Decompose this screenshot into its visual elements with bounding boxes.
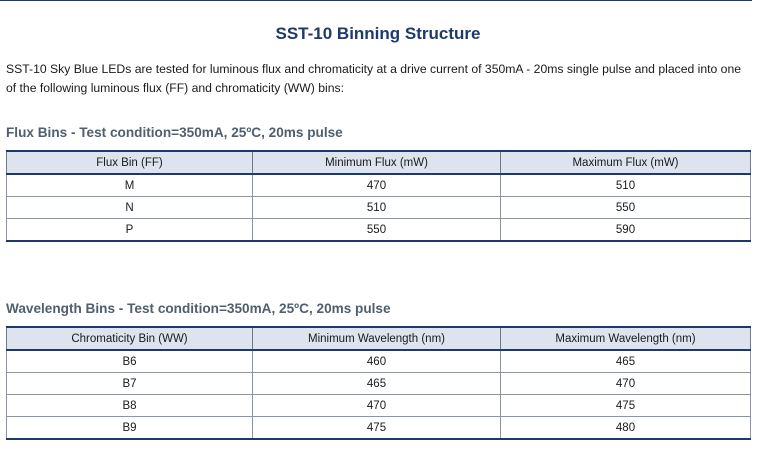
max-wavelength-cell: 480 [501, 417, 751, 440]
table-row [7, 219, 751, 242]
flux-bin-cell: N [7, 197, 253, 219]
column-header-flux-bin: Flux Bin (FF) [7, 151, 253, 174]
table-row [7, 417, 751, 440]
chromaticity-bin-cell: B9 [7, 417, 253, 440]
chromaticity-bin-cell: B6 [7, 350, 253, 373]
max-wavelength-cell: 475 [501, 395, 751, 417]
min-wavelength-cell: 475 [253, 417, 501, 440]
page-title: SST-10 Binning Structure [275, 24, 481, 43]
table-row [7, 395, 751, 417]
wavelength-bins-heading: Wavelength Bins - Test condition=350mA, 25ºC, 20ms pulse [6, 301, 391, 316]
max-flux-cell: 510 [501, 174, 751, 197]
chromaticity-bin-cell: B7 [7, 373, 253, 395]
max-flux-cell: 550 [501, 197, 751, 219]
max-wavelength-cell: 465 [501, 350, 751, 373]
column-header-chromaticity-bin: Chromaticity Bin (WW) [7, 327, 253, 350]
column-header-min-flux: Minimum Flux (mW) [253, 151, 501, 174]
flux-bin-cell: M [7, 174, 253, 197]
column-header-max-wavelength: Maximum Wavelength (nm) [501, 327, 751, 350]
max-flux-cell: 590 [501, 219, 751, 242]
min-wavelength-cell: 465 [253, 373, 501, 395]
wavelength-bins-table [6, 326, 751, 440]
table-row [7, 350, 751, 373]
flux-bins-heading: Flux Bins - Test condition=350mA, 25ºC, 20ms pulse [6, 125, 343, 140]
min-flux-cell: 510 [253, 197, 501, 219]
table-row [7, 174, 751, 197]
table-row [7, 373, 751, 395]
intro-paragraph: SST-10 Sky Blue LEDs are tested for luminous flux and chromaticity at a drive current of 350mA - 20ms single pulse and placed into one of the following luminous flux (FF) and chromaticity (WW) bins: [6, 62, 742, 95]
chromaticity-bin-cell: B8 [7, 395, 253, 417]
min-wavelength-cell: 470 [253, 395, 501, 417]
column-header-min-wavelength: Minimum Wavelength (nm) [253, 327, 501, 350]
min-flux-cell: 470 [253, 174, 501, 197]
top-divider [0, 0, 752, 1]
flux-bins-table [6, 150, 751, 242]
column-header-max-flux: Maximum Flux (mW) [501, 151, 751, 174]
min-flux-cell: 550 [253, 219, 501, 242]
table-header-row [7, 327, 751, 350]
table-row [7, 197, 751, 219]
flux-bin-cell: P [7, 219, 253, 242]
table-header-row [7, 151, 751, 174]
max-wavelength-cell: 470 [501, 373, 751, 395]
min-wavelength-cell: 460 [253, 350, 501, 373]
